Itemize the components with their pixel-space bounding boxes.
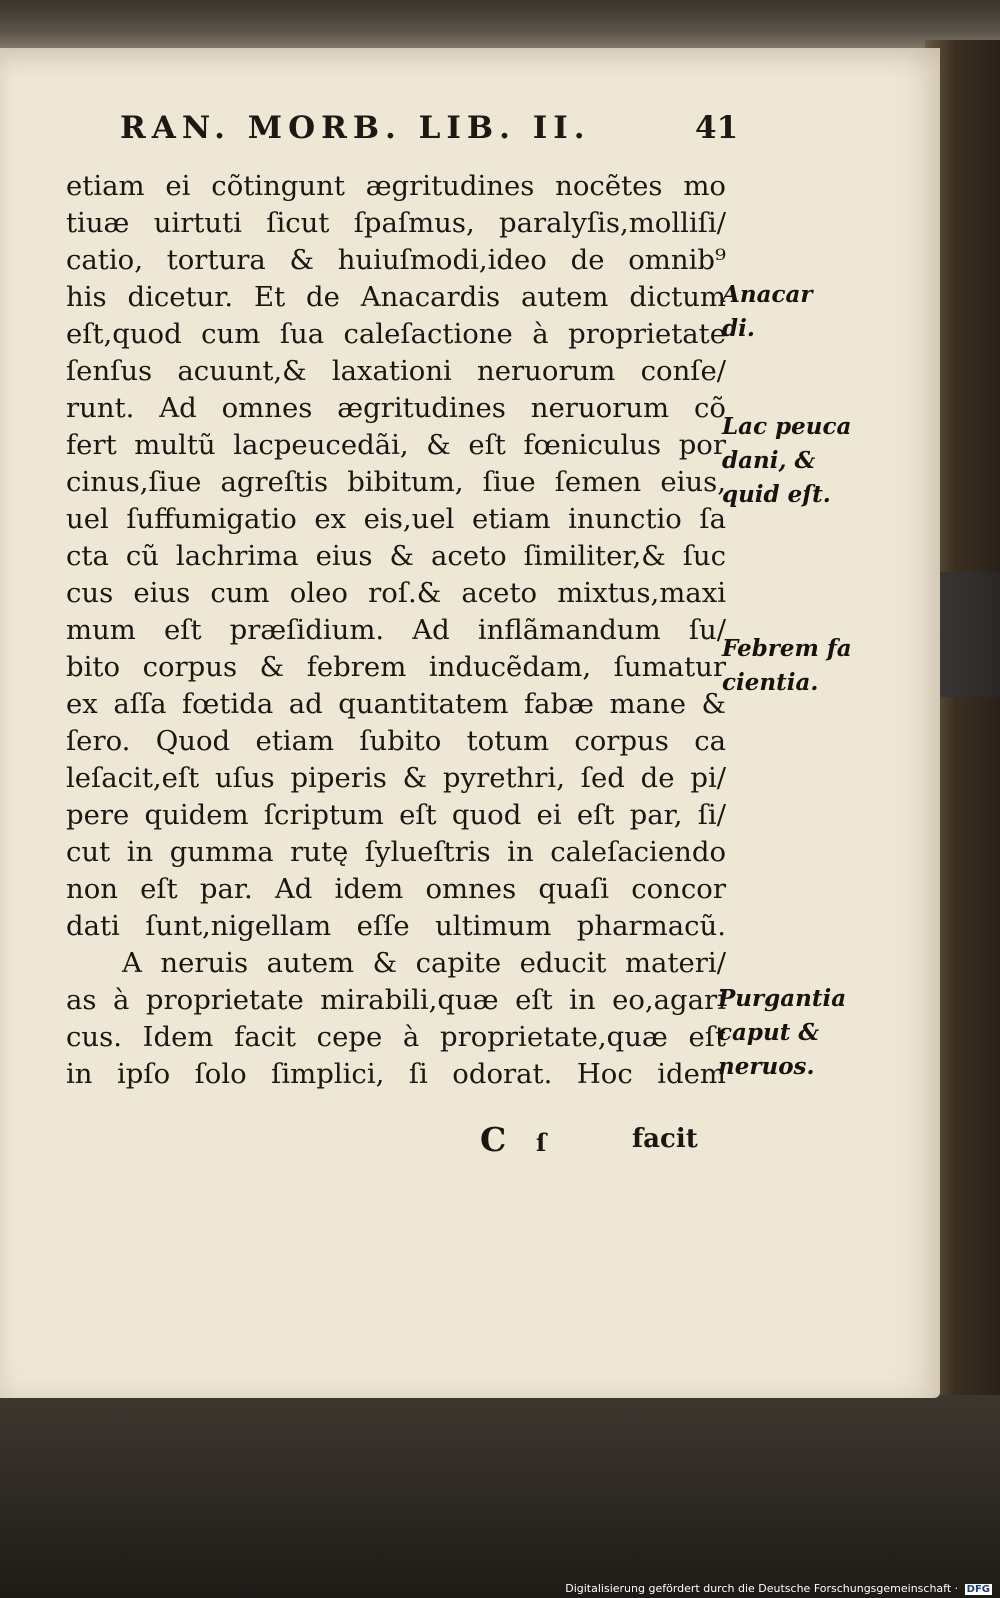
margin-note-line: Anacar (722, 281, 813, 308)
text-line: tiuæ uirtuti ſicut ſpaſmus, paralyſis,molliſi/ (66, 207, 726, 239)
margin-note-line: di. (722, 315, 755, 342)
book-top-edge (0, 0, 1000, 52)
margin-note-line: quid eſt. (722, 481, 831, 508)
margin-note-line: dani, & (722, 447, 816, 474)
text-line: cut in gumma rutę ſylueſtris in caleſaciendo (66, 836, 726, 868)
text-line: mum eſt præſidium. Ad inflãmandum ſu/ (66, 614, 726, 646)
text-line: eſt,quod cum ſua caleſactione à proprietate (66, 318, 726, 350)
dfg-logo: DFG (966, 1584, 990, 1595)
text-line: dati ſunt,nigellam eſſe ultimum pharmacũ. (66, 910, 726, 942)
credit-text: Digitalisierung gefördert durch die Deutsche Forschungsgemeinschaft · (565, 1582, 959, 1595)
running-header (120, 110, 740, 150)
text-line: pere quidem ſcriptum eſt quod ei eſt par, ſi/ (66, 799, 726, 831)
text-line: A neruis autem & capite educit materi/ (122, 947, 726, 979)
margin-note-line: Lac peuca (722, 413, 852, 440)
catchword: facit (632, 1124, 698, 1154)
text-line: ſenſus acuunt,& laxationi neruorum conſe/ (66, 355, 726, 387)
text-line: in ipſo ſolo ſimplici, ſi odorat. Hoc idem (66, 1058, 726, 1090)
signature-mark: C (480, 1120, 507, 1159)
digitization-credit (565, 1582, 992, 1595)
margin-note-line: neruos. (718, 1053, 815, 1080)
text-line: catio, tortura & huiuſmodi,ideo de omnib⁹ (66, 244, 726, 276)
margin-note-anacardi (722, 278, 813, 346)
margin-note-line: caput & (718, 1019, 820, 1046)
margin-note-line: cientia. (722, 669, 819, 696)
text-line: fert multũ lacpeucedãi, & eſt fœniculus por (66, 429, 726, 461)
text-line: uel ſuffumigatio ex eis,uel etiam inunctio ſa (66, 503, 726, 535)
text-line: cus eius cum oleo roſ.& aceto mixtus,maxi (66, 577, 726, 609)
page-tab-marker (930, 572, 1000, 697)
running-title: RAN. MORB. LIB. II. (120, 110, 591, 146)
folio-number: 41 (695, 110, 739, 146)
background-bottom (0, 1395, 1000, 1598)
text-line: cinus,ſiue agreſtis bibitum, ſiue ſemen eius, (66, 466, 726, 498)
text-line: ex aſſa fœtida ad quantitatem fabæ mane & (66, 688, 726, 720)
text-line: cta cũ lachrima eius & aceto ſimiliter,& ſuc (66, 540, 726, 572)
text-line: as à proprietate mirabili,quæ eſt in eo,agari (66, 984, 726, 1016)
main-text-block (66, 168, 726, 1093)
margin-note-line: Purgantia (718, 985, 847, 1012)
text-line: ſero. Quod etiam ſubito totum corpus ca (66, 725, 726, 757)
text-line: cus. Idem facit cepe à proprietate,quæ eſt (66, 1021, 726, 1053)
text-line: non eſt par. Ad idem omnes quaſi concor (66, 873, 726, 905)
signature-number: ſ (536, 1128, 547, 1157)
text-line: bito corpus & febrem inducẽdam, ſumatur (66, 651, 726, 683)
margin-note-purgantia (718, 982, 846, 1084)
text-line: leſacit,eſt uſus piperis & pyrethri, ſed de pi/ (66, 762, 726, 794)
text-line: runt. Ad omnes ægritudines neruorum cõ (66, 392, 726, 424)
text-line: etiam ei cõtingunt ægritudines nocẽtes mo (66, 170, 726, 202)
margin-note-lac-peucedani (722, 410, 851, 512)
margin-note-line: Febrem fa (722, 635, 852, 662)
text-line: his dicetur. Et de Anacardis autem dictum (66, 281, 726, 313)
margin-note-febrem (722, 632, 852, 700)
